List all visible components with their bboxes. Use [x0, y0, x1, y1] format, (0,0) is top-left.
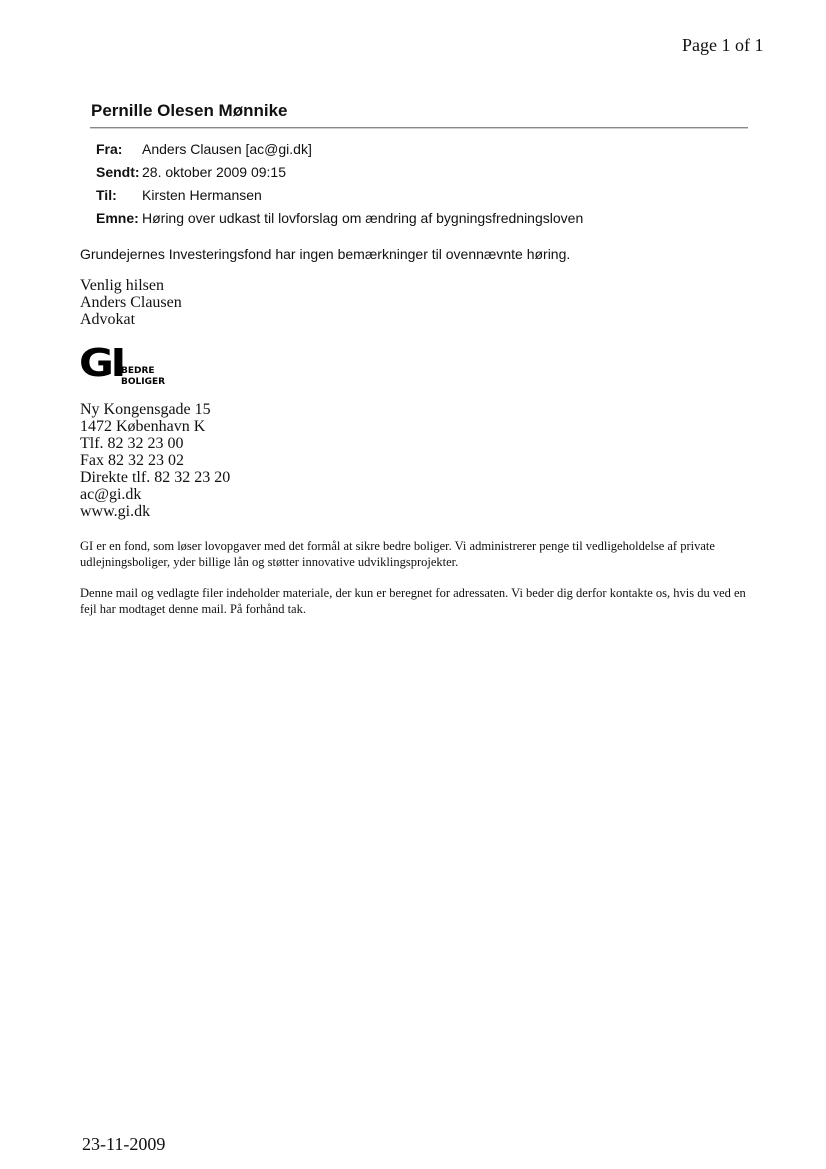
signature-address	[80, 401, 230, 520]
gi-logo	[79, 345, 199, 389]
print-date: 23-11-2009	[82, 1134, 166, 1154]
logo-letters: GI	[79, 345, 124, 386]
address-city: 1472 København K	[80, 418, 206, 435]
header-subject	[96, 210, 583, 233]
mailbox-owner-name: Pernille Olesen Mønnike	[91, 101, 288, 120]
signature-name: Anders Clausen	[80, 294, 182, 311]
from-label: Fra:	[96, 141, 123, 157]
header-from	[96, 141, 583, 164]
email-body: Grundejernes Investeringsfond har ingen bemærkninger til ovennævnte høring.	[80, 246, 571, 262]
signature-greeting: Venlig hilsen	[80, 277, 164, 294]
to-label: Til:	[96, 187, 117, 203]
address-email-link[interactable]: ac@gi.dk	[80, 486, 142, 503]
to-value: Kirsten Hermansen	[142, 187, 262, 203]
sent-value: 28. oktober 2009 09:15	[142, 164, 287, 180]
address-direct-phone: Direkte tlf. 82 32 23 20	[80, 469, 231, 486]
confidentiality-notice: Denne mail og vedlagte filer indeholder materiale, der kun er beregnet for adressaten. Vi beder dig derfor kontakte os, hvis du ved en fejl har modtaget denne mail. På forhånd tak.	[80, 586, 746, 616]
address-phone: Tlf. 82 32 23 00	[80, 435, 184, 452]
address-website-link[interactable]: www.gi.dk	[80, 503, 151, 520]
logo-line1: BEDRE	[121, 366, 155, 376]
subject-label: Emne:	[96, 210, 139, 226]
organization-description: GI er en fond, som løser lovopgaver med det formål at sikre bedre boliger. Vi administrerer penge til vedligeholdelse af private udlejningsboliger, yder billige lån og støtter innovative udviklingsprojekter.	[80, 539, 715, 569]
address-fax: Fax 82 32 23 02	[80, 452, 184, 469]
logo-line2: BOLIGER	[121, 377, 166, 387]
from-value: Anders Clausen [ac@gi.dk]	[142, 141, 312, 157]
subject-value: Høring over udkast til lovforslag om ændring af bygningsfredningsloven	[142, 210, 584, 226]
header-to	[96, 187, 583, 210]
signature	[80, 277, 182, 328]
page-number: Page 1 of 1	[682, 35, 764, 55]
address-street: Ny Kongensgade 15	[80, 401, 211, 418]
header-sent	[96, 164, 583, 187]
email-headers	[96, 141, 583, 233]
signature-title: Advokat	[80, 311, 136, 328]
header-divider	[90, 127, 748, 129]
sent-label: Sendt:	[96, 164, 140, 180]
